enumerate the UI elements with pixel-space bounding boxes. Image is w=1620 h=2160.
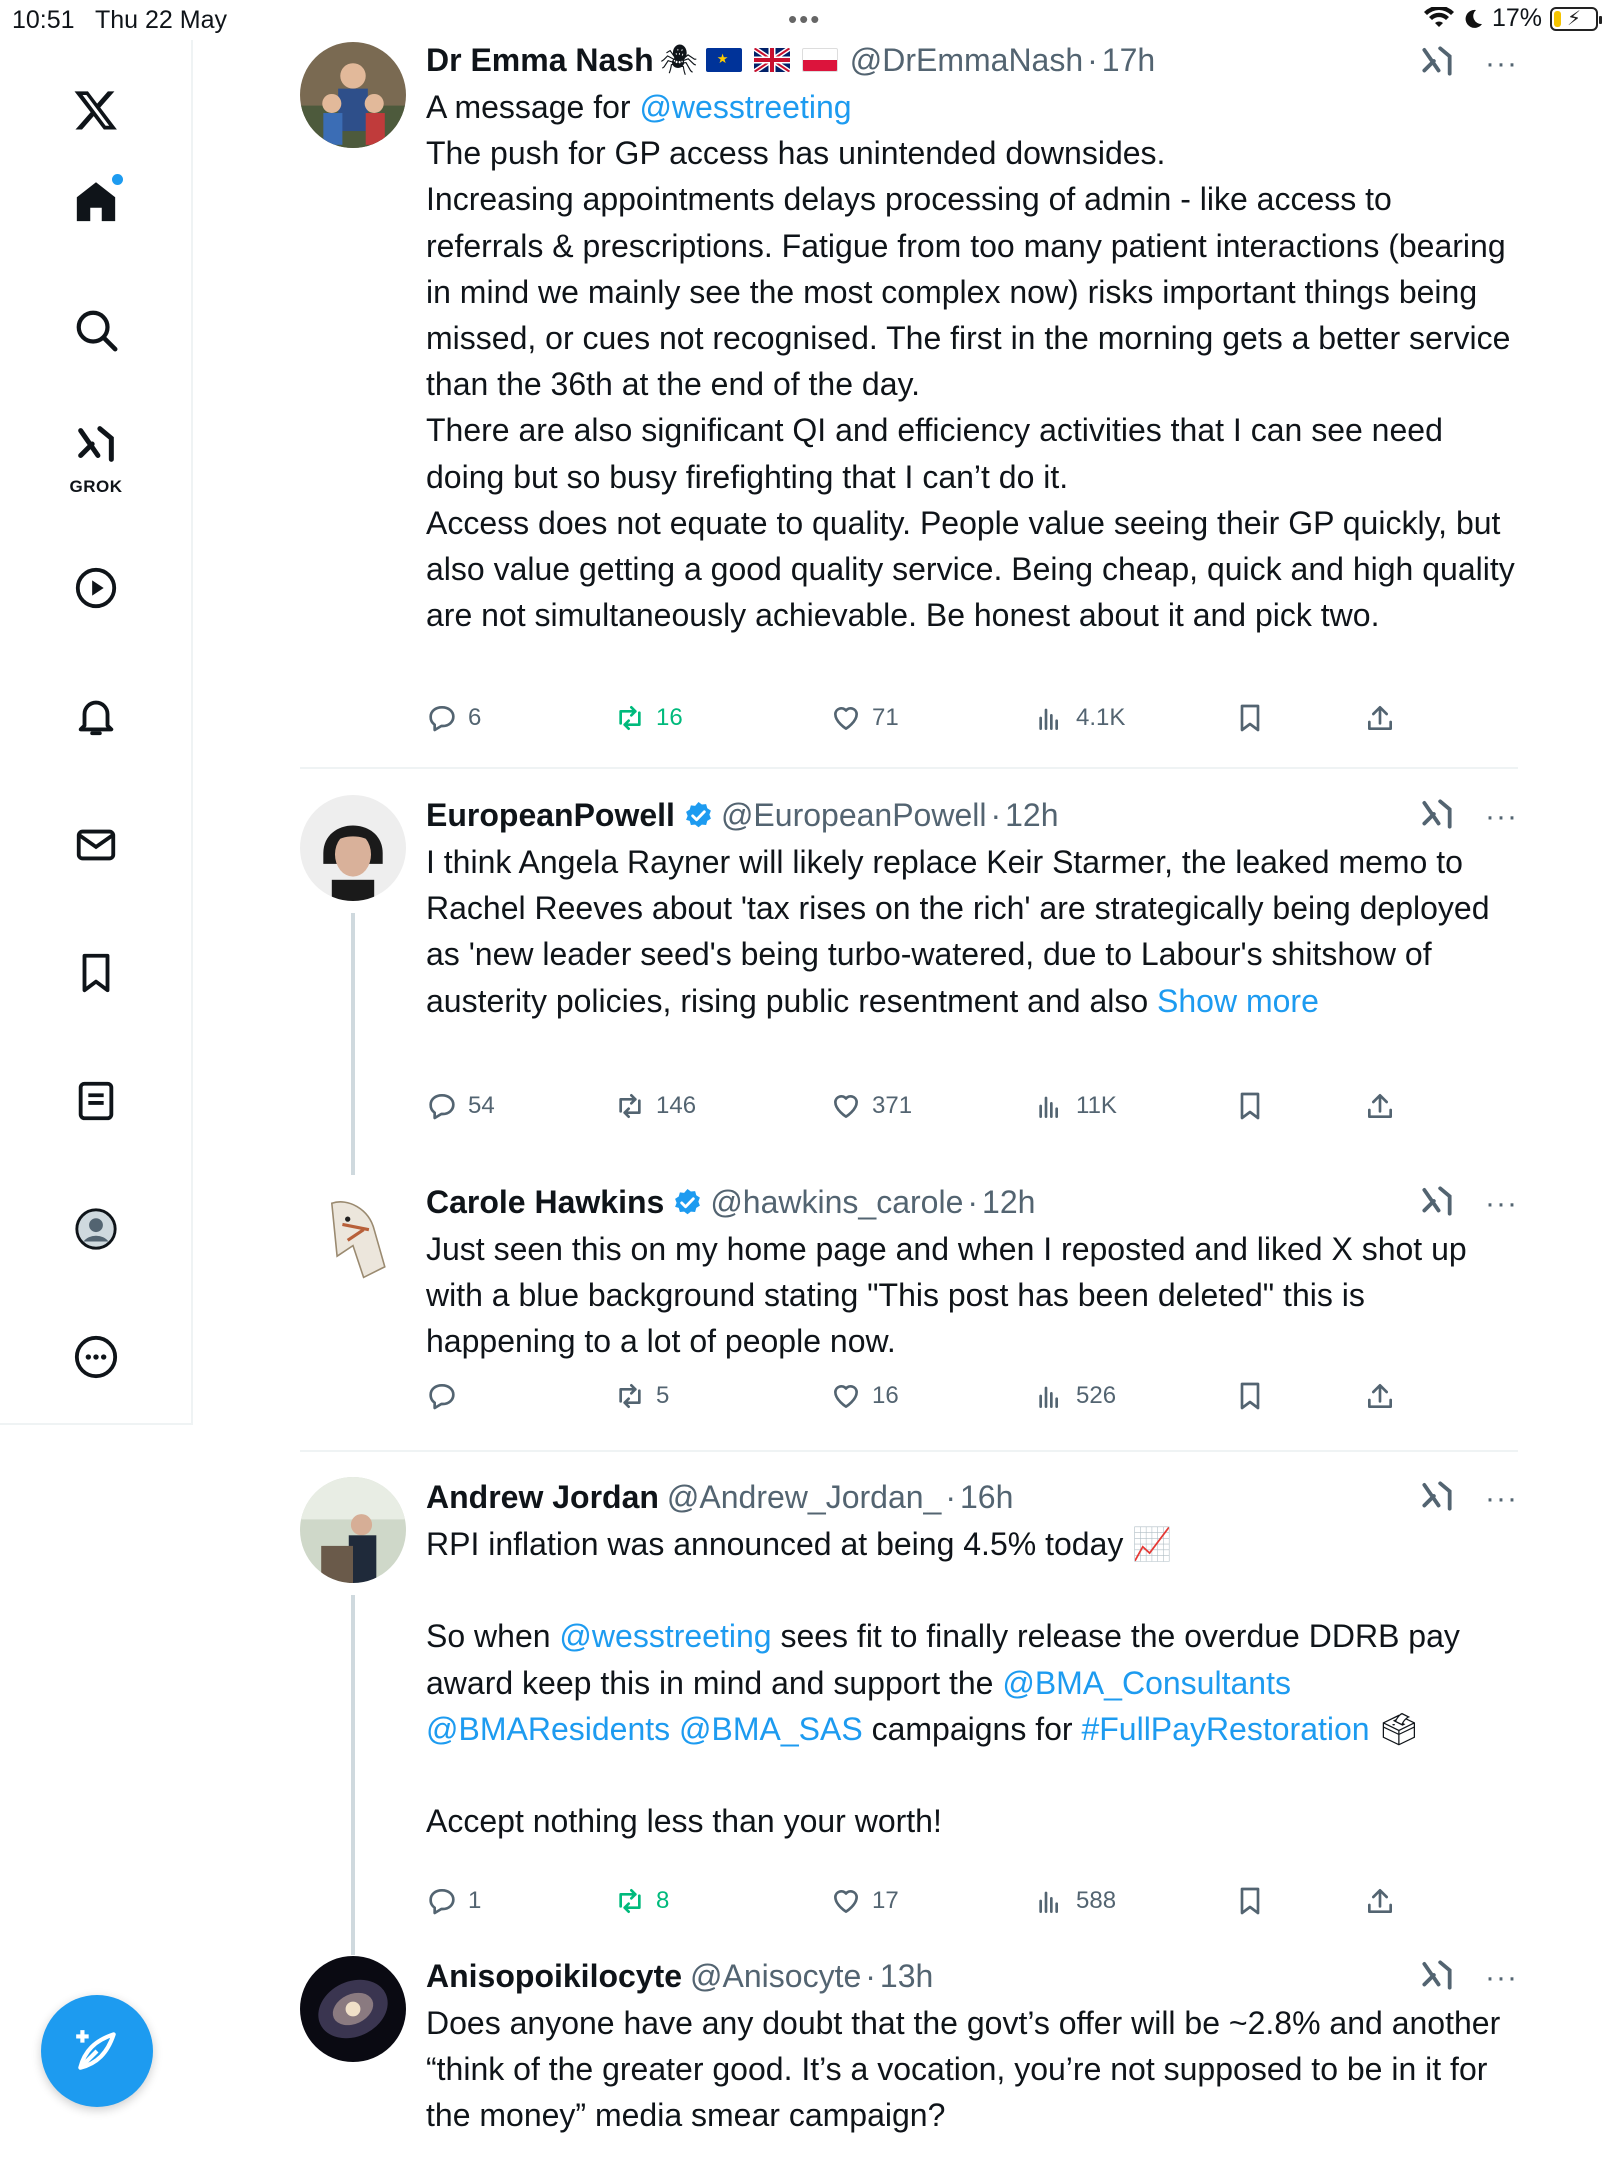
bookmark-icon	[1234, 1090, 1266, 1122]
heart-icon	[830, 1380, 862, 1412]
heart-icon	[830, 1885, 862, 1917]
share-icon	[1364, 1380, 1396, 1412]
author-name[interactable]: Anisopoikilocyte	[426, 1957, 683, 1994]
spider-emoji-icon: 🕷	[659, 43, 698, 77]
heart-icon	[830, 702, 862, 734]
reply-icon	[426, 1885, 458, 1917]
share-icon	[1364, 1090, 1396, 1122]
battery-fill	[1554, 11, 1561, 27]
tweet-text: RPI inflation was announced at being 4.5% today 📈 So when @wesstreeting sees fit to finally release the overdue DDRB pay award keep this in mind and support the @BMA_Consultants @BMAResidents @BMA_SAS campaigns for #FullPayRestoration 🗳 Accept nothing less than your worth!	[426, 1526, 1469, 1840]
avatar[interactable]	[300, 42, 406, 148]
grok-label: GROK	[69, 477, 123, 496]
author-name[interactable]: Dr Emma Nash	[426, 41, 654, 78]
tweet[interactable]: ··· Carole Hawkins @hawkins_carole · 12h Just seen this on my home page and when I reposted and liked X shot up with a blue background stating "This post has been deleted" this is happening to a lot of people now. 5 16 526	[300, 1182, 1518, 1462]
author-handle[interactable]: @Anisocyte	[690, 1957, 862, 1994]
tweet-text: I think Angela Rayner will likely replace Keir Starmer, the leaked memo to Rachel Reeves about 'tax rises on the rich' are strategically being deployed as 'new leader seed's being turbo-watered, due to Labour's shitshow of austerity policies, rising public resentment and also Show more	[426, 844, 1499, 1019]
tweet[interactable]: ··· Dr Emma Nash 🕷 ★ @DrEmmaNash · 17h A message for @wesstreeting The push for GP access has unintended downsides. Increasing appointments delays processing of admin - like access to referrals & prescriptions. Fatigue from too many patient interactions (bearing in mind we mainly see the most complex now) risks important things being missed, or cues not recognised. The first in the morning gets a better service than the 36th at the end of the day. There are also significant QI and efficiency activities that I can see need doing but so busy firefighting that I can’t do it. Access does not equate to quality. People value seeing their GP quickly, but also value getting a good quality service. Being cheap, quick and high quality are not simultaneously achievable. Be honest about it and pick two. 6 16 71 4.1K	[300, 40, 1518, 780]
like-button[interactable]: 371	[830, 1090, 912, 1122]
like-button[interactable]: 16	[830, 1380, 899, 1412]
views-button[interactable]: 11K	[1034, 1090, 1117, 1122]
status-time: 10:51	[12, 6, 75, 34]
battery-percent: 17%	[1491, 4, 1542, 32]
tweet-more-icon[interactable]: ···	[1485, 1960, 1518, 1994]
share-icon	[1364, 702, 1396, 734]
like-button[interactable]: 71	[830, 702, 899, 734]
tweet-time[interactable]: 12h	[1005, 796, 1059, 833]
verified-badge-icon	[683, 800, 714, 831]
video-nav[interactable]	[56, 548, 136, 628]
tweet-time[interactable]: 13h	[879, 1957, 934, 1994]
repost-icon	[614, 1090, 646, 1122]
thread-line	[351, 913, 355, 1175]
author-handle[interactable]: @DrEmmaNash	[849, 41, 1084, 78]
more-nav[interactable]	[56, 1317, 136, 1397]
home-nav[interactable]	[56, 162, 136, 242]
sidebar	[0, 40, 193, 1425]
repost-icon	[614, 702, 646, 734]
tweet-divider	[300, 767, 1518, 769]
bookmark-button[interactable]	[1234, 1090, 1266, 1122]
tweet-more-icon[interactable]: ···	[1485, 799, 1518, 833]
profile-nav[interactable]	[56, 1189, 136, 1269]
reply-icon	[426, 1380, 458, 1412]
hashtag-link[interactable]: #FullPayRestoration	[1081, 1710, 1370, 1747]
home-icon	[73, 179, 119, 225]
views-icon	[1034, 1090, 1066, 1122]
bell-icon	[73, 693, 119, 739]
like-button[interactable]: 17	[830, 1885, 899, 1917]
bookmark-button[interactable]	[1234, 1380, 1266, 1412]
bookmarks-nav[interactable]	[56, 933, 136, 1013]
tweet-actions	[426, 1090, 1426, 1130]
avatar[interactable]	[300, 1956, 406, 2062]
tweet-more-icon[interactable]: ···	[1485, 1186, 1518, 1220]
share-button[interactable]	[1364, 1090, 1396, 1122]
avatar[interactable]	[300, 795, 406, 901]
author-handle[interactable]: @EuropeanPowell	[720, 796, 987, 833]
search-nav[interactable]	[56, 290, 136, 370]
views-button[interactable]: 588	[1034, 1885, 1116, 1917]
views-icon	[1034, 1380, 1066, 1412]
share-button[interactable]	[1364, 702, 1396, 734]
reply-icon	[426, 1090, 458, 1122]
views-icon	[1034, 1885, 1066, 1917]
bookmark-icon	[1234, 1380, 1266, 1412]
heart-icon	[830, 1090, 862, 1122]
tweet-text: Does anyone have any doubt that the govt’s offer will be ~2.8% and another “think of the greater good. It’s a vocation, you’re not supposed to be in it for the money” media smear campaign?	[426, 2005, 1510, 2134]
repost-icon	[614, 1885, 646, 1917]
mention-link[interactable]: @BMA_SAS	[679, 1710, 863, 1747]
grok-icon	[73, 421, 119, 467]
mention-link[interactable]: @wesstreeting	[559, 1618, 772, 1655]
bookmark-icon	[1234, 702, 1266, 734]
reply-button[interactable]: 54	[426, 1090, 495, 1122]
x-logo-icon[interactable]	[56, 70, 136, 150]
notifications-nav[interactable]	[56, 676, 136, 756]
bookmark-button[interactable]	[1234, 1885, 1266, 1917]
play-icon	[73, 565, 119, 611]
status-bar	[0, 0, 1620, 40]
home-notification-dot	[112, 174, 123, 185]
uk-flag-icon	[754, 48, 790, 72]
messages-nav[interactable]	[56, 805, 136, 885]
tweet[interactable]: ··· EuropeanPowell @EuropeanPowell · 12h I think Angela Rayner will likely replace Keir Starmer, the leaked memo to Rachel Reeves about 'tax rises on the rich' are strategically being deployed as 'new leader seed's being turbo-watered, due to Labour's shitshow of austerity policies, rising public resentment and also Show more 54 146 371 11K	[300, 795, 1518, 1175]
compose-icon	[72, 2026, 122, 2076]
mention-link[interactable]: @BMAResidents	[426, 1710, 671, 1747]
reply-icon	[426, 702, 458, 734]
repost-button[interactable]: 5	[614, 1380, 669, 1412]
multitasking-dots[interactable]: •••	[788, 4, 822, 34]
reply-button[interactable]: 6	[426, 702, 481, 734]
more-icon	[73, 1334, 119, 1380]
author-handle[interactable]: @Andrew_Jordan_	[666, 1478, 942, 1515]
author-handle[interactable]: @hawkins_carole	[710, 1183, 964, 1220]
mail-icon	[73, 822, 119, 868]
repost-button[interactable]: 16	[614, 702, 683, 734]
lists-nav[interactable]	[56, 1061, 136, 1141]
tweet-text: A message for @wesstreeting The push for GP access has unintended downsides. Increasing appointments delays processing of admin - like access to referrals & prescriptions. Fatigue from too many patient interactions (bearing in mind we mainly see the most complex now) risks important things being missed, or cues not recognised. The first in the morning gets a better service than the 36th at the end of the day. There are also significant QI and efficiency activities that I can see need doing but so busy firefighting that I can’t do it. Access does not equate to quality. People value seeing their GP quickly, but also value getting a good quality service. Being cheap, quick and high quality are not simultaneously achievable. Be honest about it and pick two.	[426, 89, 1515, 634]
compose-button[interactable]	[41, 1995, 153, 2107]
tweet[interactable]: ··· Anisopoikilocyte @Anisocyte · 13h Does anyone have any doubt that the govt’s offer will be ~2.8% and another “think of the greater good. It’s a vocation, you’re not supposed to be in it for the money” media smear campaign?	[300, 1956, 1518, 2156]
repost-button[interactable]: 146	[614, 1090, 696, 1122]
tweet-time[interactable]: 16h	[960, 1478, 1014, 1515]
status-date: Thu 22 May	[95, 6, 228, 34]
tweet-actions	[426, 1885, 1426, 1925]
poland-flag-icon	[802, 48, 838, 72]
repost-button[interactable]: 8	[614, 1885, 669, 1917]
tweet-more-icon[interactable]: ···	[1485, 1481, 1518, 1515]
profile-icon	[73, 1206, 119, 1252]
author-name[interactable]: Carole Hawkins	[426, 1183, 665, 1220]
avatar[interactable]	[300, 1182, 406, 1288]
bookmark-icon	[1234, 1885, 1266, 1917]
author-name[interactable]: Andrew Jordan	[426, 1478, 659, 1515]
wifi-icon	[1424, 7, 1454, 31]
eu-flag-icon	[706, 48, 742, 72]
tweet-divider	[300, 1450, 1518, 1452]
bookmark-button[interactable]	[1234, 702, 1266, 734]
ballot-box-emoji-icon: 🗳	[1378, 1710, 1420, 1747]
tweet-more-icon[interactable]: ···	[1485, 46, 1518, 80]
show-more-link[interactable]: Show more	[1157, 982, 1319, 1019]
views-icon	[1034, 702, 1066, 734]
tweet-actions	[426, 1380, 1426, 1420]
tweet-time[interactable]: 17h	[1101, 41, 1156, 78]
tweet-actions	[426, 702, 1426, 742]
thread-line	[351, 1595, 355, 1955]
reply-button[interactable]	[426, 1380, 468, 1412]
views-button[interactable]: 4.1K	[1034, 702, 1125, 734]
verified-badge-icon	[672, 1187, 703, 1218]
tweet[interactable]: ··· Andrew Jordan @Andrew_Jordan_ · 16h RPI inflation was announced at being 4.5% today 📈 So when @wesstreeting sees fit to finally release the overdue DDRB pay award keep this in mind and support the @BMA_Consultants @BMAResidents @BMA_SAS campaigns for #FullPayRestoration 🗳 Accept nothing less than your worth! 1 8 17 588	[300, 1477, 1518, 1957]
tweet-text: Just seen this on my home page and when I reposted and liked X shot up with a blue background stating "This post has been deleted" this is happening to a lot of people now.	[426, 1231, 1476, 1360]
grok-nav[interactable]	[56, 415, 136, 495]
bookmark-icon	[73, 950, 119, 996]
views-button[interactable]: 526	[1034, 1380, 1116, 1412]
author-name[interactable]: EuropeanPowell	[426, 796, 675, 833]
moon-icon	[1462, 8, 1484, 30]
chart-increasing-emoji-icon: 📈	[1132, 1526, 1173, 1562]
share-button[interactable]	[1364, 1380, 1396, 1412]
reply-button[interactable]: 1	[426, 1885, 481, 1917]
battery-icon: ⚡	[1550, 7, 1598, 31]
tweet-time[interactable]: 12h	[982, 1183, 1036, 1220]
share-button[interactable]	[1364, 1885, 1396, 1917]
list-icon	[73, 1078, 119, 1124]
share-icon	[1364, 1885, 1396, 1917]
mention-link[interactable]: @wesstreeting	[639, 89, 852, 125]
repost-icon	[614, 1380, 646, 1412]
mention-link[interactable]: @BMA_Consultants	[1002, 1664, 1291, 1701]
search-icon	[73, 307, 119, 353]
avatar[interactable]	[300, 1477, 406, 1583]
